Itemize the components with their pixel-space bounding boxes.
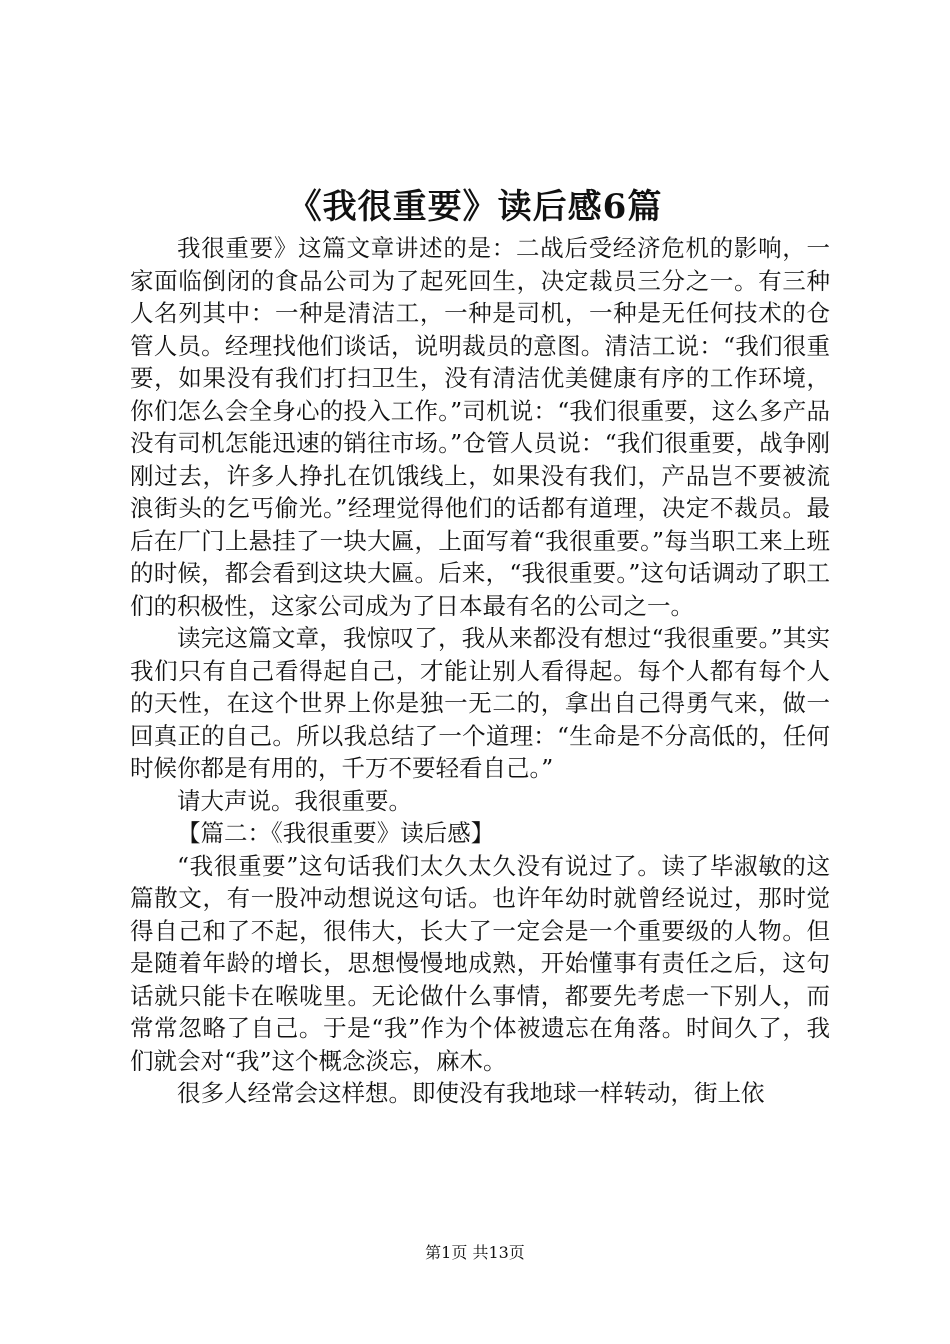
page-number-footer: 第1页 共13页	[425, 1243, 525, 1262]
paragraph-2: 读完这篇文章，我惊叹了，我从来都没有想过“我很重要。”其实我们只有自己看得起自己，才能让别人看得起。每个人都有每个人的天性，在这个世界上你是独一无二的，拿出自己得勇气来，做一回真正的自己。所以我总结了一个道理：“生命是不分高低的，任何时候你都是有用的，千万不要轻看自己。”	[130, 624, 830, 782]
paragraph-1: 我很重要》这篇文章讲述的是：二战后受经济危机的影响，一家面临倒闭的食品公司为了起死回生，决定裁员三分之一。有三种人名列其中：一种是清洁工，一种是司机，一种是无任何技术的仓管人员。经理找他们谈话，说明裁员的意图。清洁工说：“我们很重要，如果没有我们打扫卫生，没有清洁优美健康有序的工作环境，你们怎么会全身心的投入工作。”司机说：“我们很重要，这么多产品没有司机怎能迅速的销往市场。”仓管人员说：“我们很重要，战争刚刚过去，许多人挣扎在饥饿线上，如果没有我们，产品岂不要被流浪街头的乞丐偷光。”经理觉得他们的话都有道理，决定不裁员。最后在厂门上悬挂了一块大匾，上面写着“我很重要。”每当职工来上班的时候，都会看到这块大匾。后来，“我很重要。”这句话调动了职工们的积极性，这家公司成为了日本最有名的公司之一。	[130, 234, 830, 620]
paragraph-5: 很多人经常会这样想。即使没有我地球一样转动，街上依	[177, 1079, 765, 1107]
paragraph-4: “我很重要”这句话我们太久太久没有说过了。读了毕淑敏的这篇散文，有一股冲动想说这句话。也许年幼时就曾经说过，那时觉得自己和了不起，很伟大，长大了一定会是一个重要级的人物。但是随着年龄的增长，思想慢慢地成熟，开始懂事有责任之后，这句话就只能卡在喉咙里。无论做什么事情，都要先考虑一下别人，而常常忽略了自己。于是“我”作为个体被遗忘在角落。时间久了，我们就会对“我”这个概念淡忘，麻木。	[130, 851, 830, 1075]
paragraph-3: 请大声说。我很重要。	[177, 786, 412, 815]
section-heading: 【篇二：《我很重要》读后感】	[177, 819, 495, 847]
document-body	[130, 232, 830, 1110]
document-title: 《我很重要》读后感6篇	[287, 187, 663, 227]
